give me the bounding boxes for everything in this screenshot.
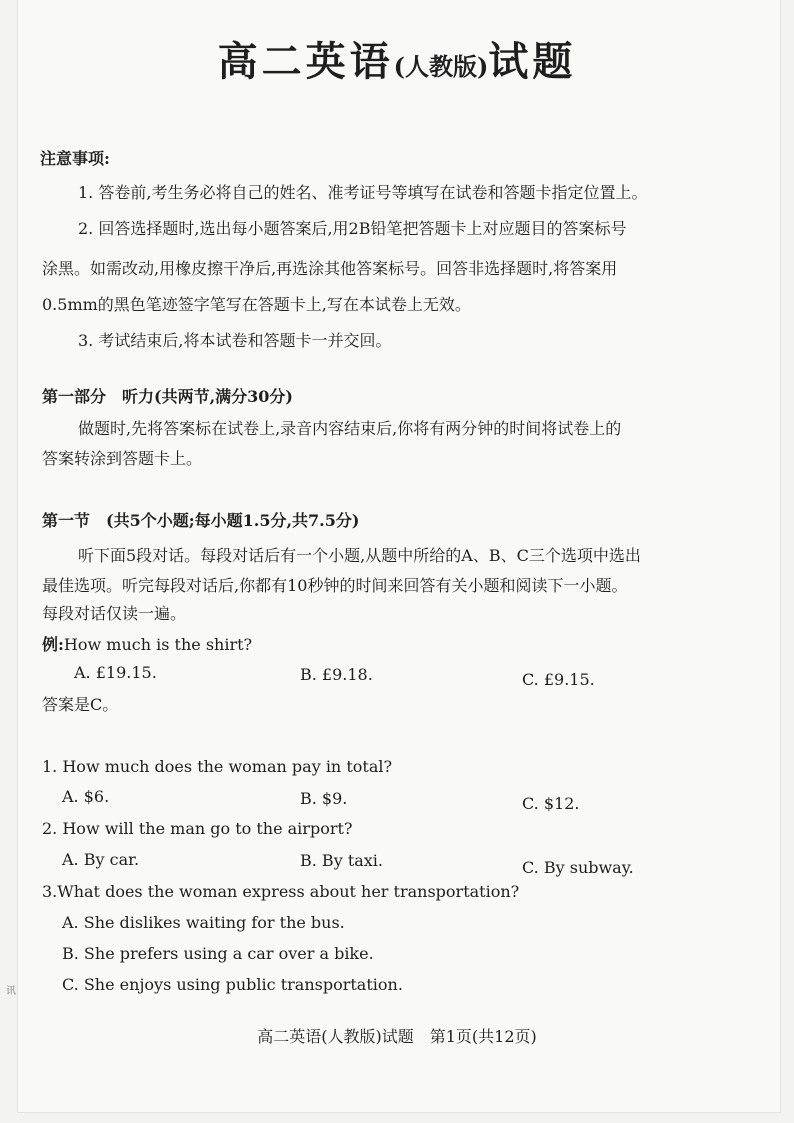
example-question: 例:How much is the shirt? — [42, 635, 253, 654]
notice-heading: 注意事项: — [40, 149, 110, 168]
exam-title: 高二英语(人教版)试题 — [217, 38, 577, 85]
example-option-b: B. £9.18. — [300, 665, 373, 684]
notice-item-3: 3. 考试结束后,将本试卷和答题卡一并交回。 — [78, 331, 392, 350]
edge-mark: 讯 — [6, 986, 16, 997]
section1-intro-line-1: 听下面5段对话。每段对话后有一个小题,从题中所给的A、B、C三个选项中选出 — [78, 546, 641, 565]
question-3-option-c: C. She enjoys using public transportation. — [62, 975, 403, 994]
question-3-option-a: A. She dislikes waiting for the bus. — [62, 913, 345, 932]
question-2-option-c: C. By subway. — [522, 858, 634, 877]
section1-intro-line-3: 每段对话仅读一遍。 — [42, 604, 187, 623]
question-3-option-b: B. She prefers using a car over a bike. — [62, 944, 374, 963]
question-3-stem: 3.What does the woman express about her transportation? — [42, 882, 520, 901]
section1-intro-line-2: 最佳选项。听完每段对话后,你都有10秒钟的时间来回答有关小题和阅读下一小题。 — [42, 576, 628, 595]
notice-item-2-line-2: 涂黑。如需改动,用橡皮擦干净后,再选涂其他答案标号。回答非选择题时,将答案用 — [42, 259, 618, 278]
question-2-option-a: A. By car. — [62, 850, 140, 869]
example-answer: 答案是C。 — [42, 695, 119, 714]
part1-heading: 第一部分 听力(共两节,满分30分) — [42, 387, 293, 406]
example-option-c: C. £9.15. — [522, 670, 595, 689]
question-2-stem: 2. How will the man go to the airport? — [42, 819, 353, 838]
question-1-option-b: B. $9. — [300, 789, 348, 808]
question-1-option-a: A. $6. — [62, 787, 110, 806]
notice-item-2-line-3: 0.5mm的黑色笔迹签字笔写在答题卡上,写在本试卷上无效。 — [42, 295, 471, 314]
part1-intro-line-2: 答案转涂到答题卡上。 — [42, 449, 203, 468]
example-option-a: A. £19.15. — [74, 663, 157, 682]
notice-item-1: 1. 答卷前,考生务必将自己的姓名、准考证号等填写在试卷和答题卡指定位置上。 — [78, 183, 648, 202]
question-1-option-c: C. $12. — [522, 794, 580, 813]
question-2-option-b: B. By taxi. — [300, 851, 384, 870]
notice-item-2-line-1: 2. 回答选择题时,选出每小题答案后,用2B铅笔把答题卡上对应题目的答案标号 — [78, 219, 627, 238]
page-footer: 高二英语(人教版)试题 第1页(共12页) — [257, 1027, 537, 1046]
question-1-stem: 1. How much does the woman pay in total? — [42, 757, 393, 776]
section1-heading: 第一节 (共5个小题;每小题1.5分,共7.5分) — [42, 511, 360, 530]
part1-intro-line-1: 做题时,先将答案标在试卷上,录音内容结束后,你将有两分钟的时间将试卷上的 — [78, 419, 622, 438]
